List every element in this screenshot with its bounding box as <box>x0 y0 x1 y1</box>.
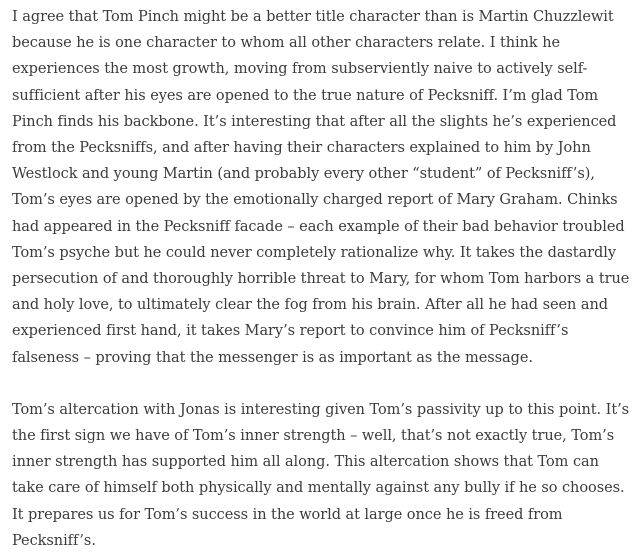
paragraph-jonas-altercation: Tom’s altercation with Jonas is interesting given Tom’s passivity up to this point. It’s the first sign we have of Tom’s inner strength – well, that’s not exactly true, Tom’s inner strength has supported him all along. This altercation shows that Tom can take care of himself both physically and mentally against any bully if he so chooses. It prepares us for Tom’s success in the world at large once he is freed from Pecksniff’s. <box>12 401 630 549</box>
paragraph-tom-pinch-growth: I agree that Tom Pinch might be a better title character than is Martin Chuzzlewit because he is one character to whom all other characters relate. I think he experiences the most growth, moving from subserviently naive to actively self-sufficient after his eyes are opened to the true nature of Pecksniff. I’m glad Tom Pinch finds his backbone. It’s interesting that after all the slights he’s experienced from the Pecksniffs, and after having their characters explained to him by John Westlock and young Martin (and probably every other “student” of Pecksniff’s), Tom’s eyes are opened by the emotionally charged report of Mary Graham. Chinks had appeared in the Pecksniff facade – each example of their bad behavior troubled Tom’s psyche but he could never completely rationalize why. It takes the dastardly persecution of and thoroughly horrible threat to Mary, for whom Tom harbors a true and holy love, to ultimately clear the fog from his brain. After all he had seen and experienced first hand, it takes Mary’s report to convince him of Pecksniff’s falseness – proving that the messenger is as important as the message. <box>12 9 630 366</box>
article-body <box>12 4 634 554</box>
